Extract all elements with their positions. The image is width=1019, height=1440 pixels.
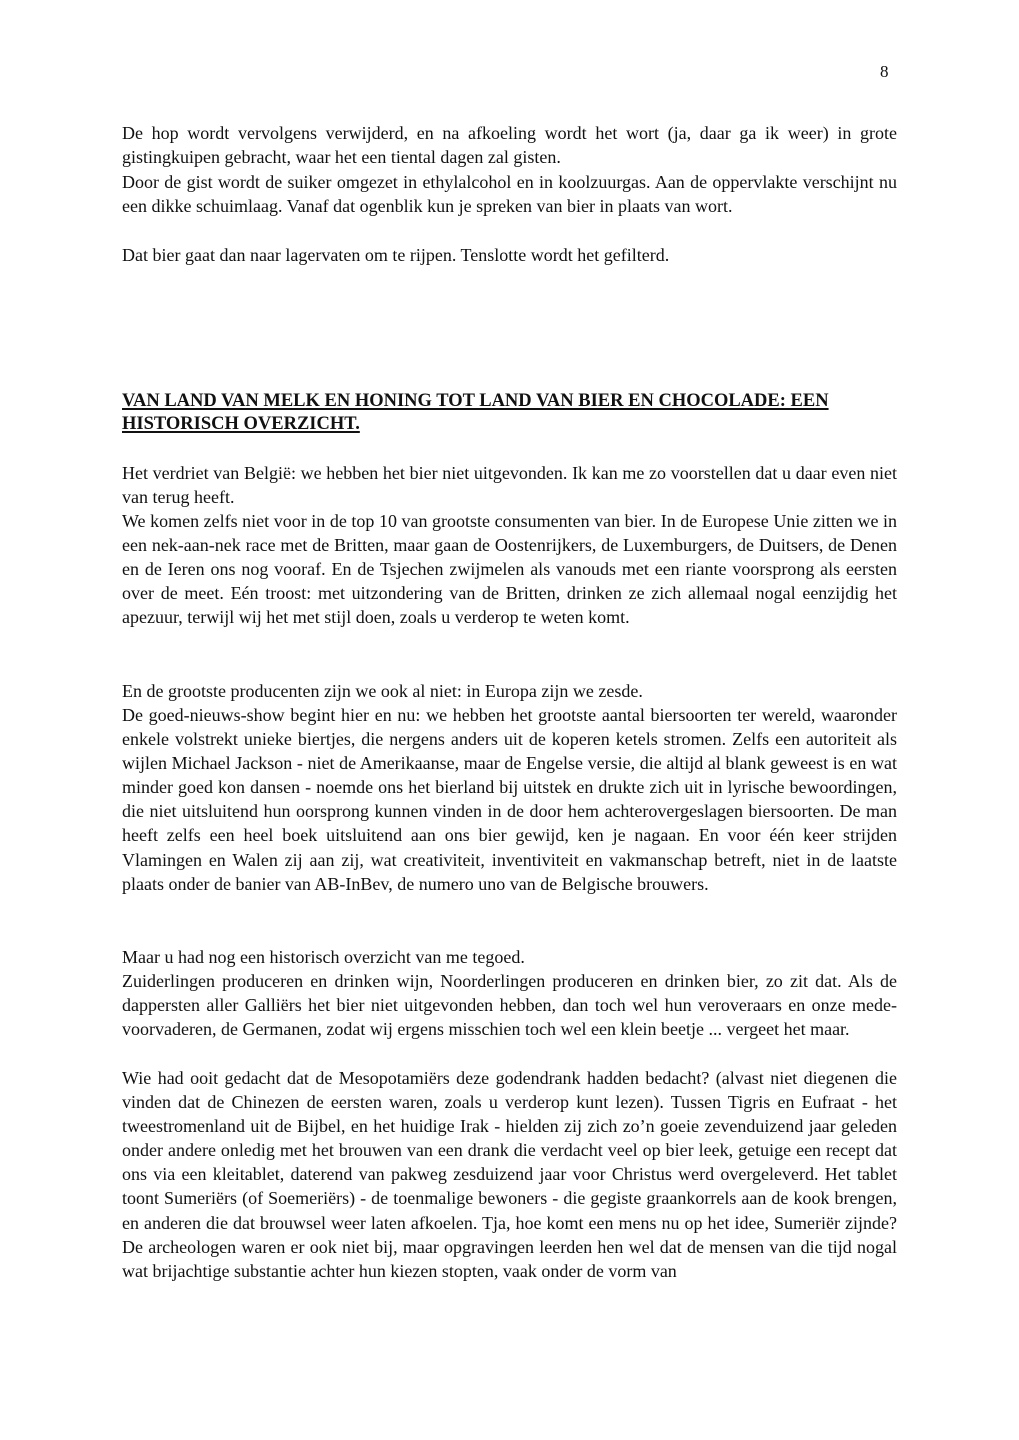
paragraph-historical-intro: Maar u had nog een historisch overzicht van me tegoed. [122,947,525,967]
paragraph-consumers-ranking: We komen zelfs niet voor in de top 10 van grootste consumenten van bier. In de Europese Unie zitten we in een nek-aan-nek race met de Britten, maar gaan de Oostenrijkers, de Luxemburgers, de Duitsers, de Denen en de Ieren ons nog vooraf. En de Tsjechen zwijmelen als vanouds met een riante voorsprong als eersten over de meet. Eén troost: met uitzondering van de Britten, drinken ze zich allemaal nogal eenzijdig het apezuur, terwijl wij het met stijl doen, zoals u verderop te weten komt. [122,511,897,628]
paragraph-fermentation: Door de gist wordt de suiker omgezet in ethylalcohol en in koolzuurgas. Aan de oppervlakte verschijnt nu een dikke schuimlaag. Vanaf dat ogenblik kun je spreken van bier in plaats van wort. [122,172,897,217]
paragraph-producers: En de grootste producenten zijn we ook al niet: in Europa zijn we zesde. [122,681,643,701]
paragraph-hop-removal: De hop wordt vervolgens verwijderd, en na afkoeling wordt het wort (ja, daar ga ik weer) in grote gistingkuipen gebracht, waar het een tiental dagen zal gisten. [122,123,897,168]
section-heading: VAN LAND VAN MELK EN HONING TOT LAND VAN BIER EN CHOCOLADE: EEN HISTORISCH OVERZICHT. [122,391,829,434]
paragraph-north-south: Zuiderlingen produceren en drinken wijn, Noorderlingen produceren en drinken bier, zo zit dat. Als de dappersten aller Galliërs het bier niet uitgevonden hebben, dan toch wel hun veroveraars en onze mede-voorvaderen, de Germanen, zodat wij ergens misschien toch wel een klein beetje ... vergeet het maar. [122,971,897,1040]
page-number: 8 [880,62,889,81]
paragraph-lagering: Dat bier gaat dan naar lagervaten om te rijpen. Tenslotte wordt het gefilterd. [122,245,670,265]
paragraph-mesopotamia: Wie had ooit gedacht dat de Mesopotamiërs deze godendrank hadden bedacht? (alvast niet diegenen die vinden dat de Chinezen de eersten waren, zoals u verderop kunt lezen). Tussen Tigris en Eufraat - het tweestromenland uit de Bijbel, en het huidige Irak - hielden zij zich zo’n goeie zevenduizend jaar geleden onder andere onledig met het brouwen van een drank die verdacht veel op bier leek, getuige een recept dat ons via een kleitablet, daterend van pakweg zesduizend jaar voor Christus werd overgeleverd. Het tablet toont Sumeriërs (of Soemeriërs) - de toenmalige bewoners - die gegiste graankorrels aan de kook brengen, en anderen die dat brouwsel weer laten afkoelen. Tja, hoe komt een mens nu op het idee, Sumeriër zijnde? De archeologen waren er ook niet bij, maar opgravingen leerden hen wel dat de mensen van die tijd nogal wat brijachtige substantie achter hun kiezen stopten, vaak onder de vorm van [122,1068,897,1281]
paragraph-good-news: De goed-nieuws-show begint hier en nu: we hebben het grootste aantal biersoorten ter wereld, waaronder enkele volstrekt unieke biertjes, die nergens anders uit de koperen ketels stromen. Zelfs een autoriteit als wijlen Michael Jackson - niet de Amerikaanse, maar de Engelse versie, die altijd al blank geweest is en wat minder goed kon dansen - noemde ons het bierland bij uitstek en drukte zich uit in lyrische bewoordingen, die niet uitsluitend hun oorsprong kunnen vinden in de door hem achterovergeslagen biersoorten. De man heeft zelfs een heel boek uitsluitend aan ons bier gewijd, ken je nagaan. En voor één keer strijden Vlamingen en Walen zij aan zij, wat creativiteit, inventiviteit en vakmanschap betreft, niet in de laatste plaats onder de banier van AB-InBev, de numero uno van de Belgische brouwers. [122,705,897,894]
paragraph-belgium-sorrow: Het verdriet van België: we hebben het bier niet uitgevonden. Ik kan me zo voorstellen dat u daar even niet van terug heeft. [122,463,897,508]
